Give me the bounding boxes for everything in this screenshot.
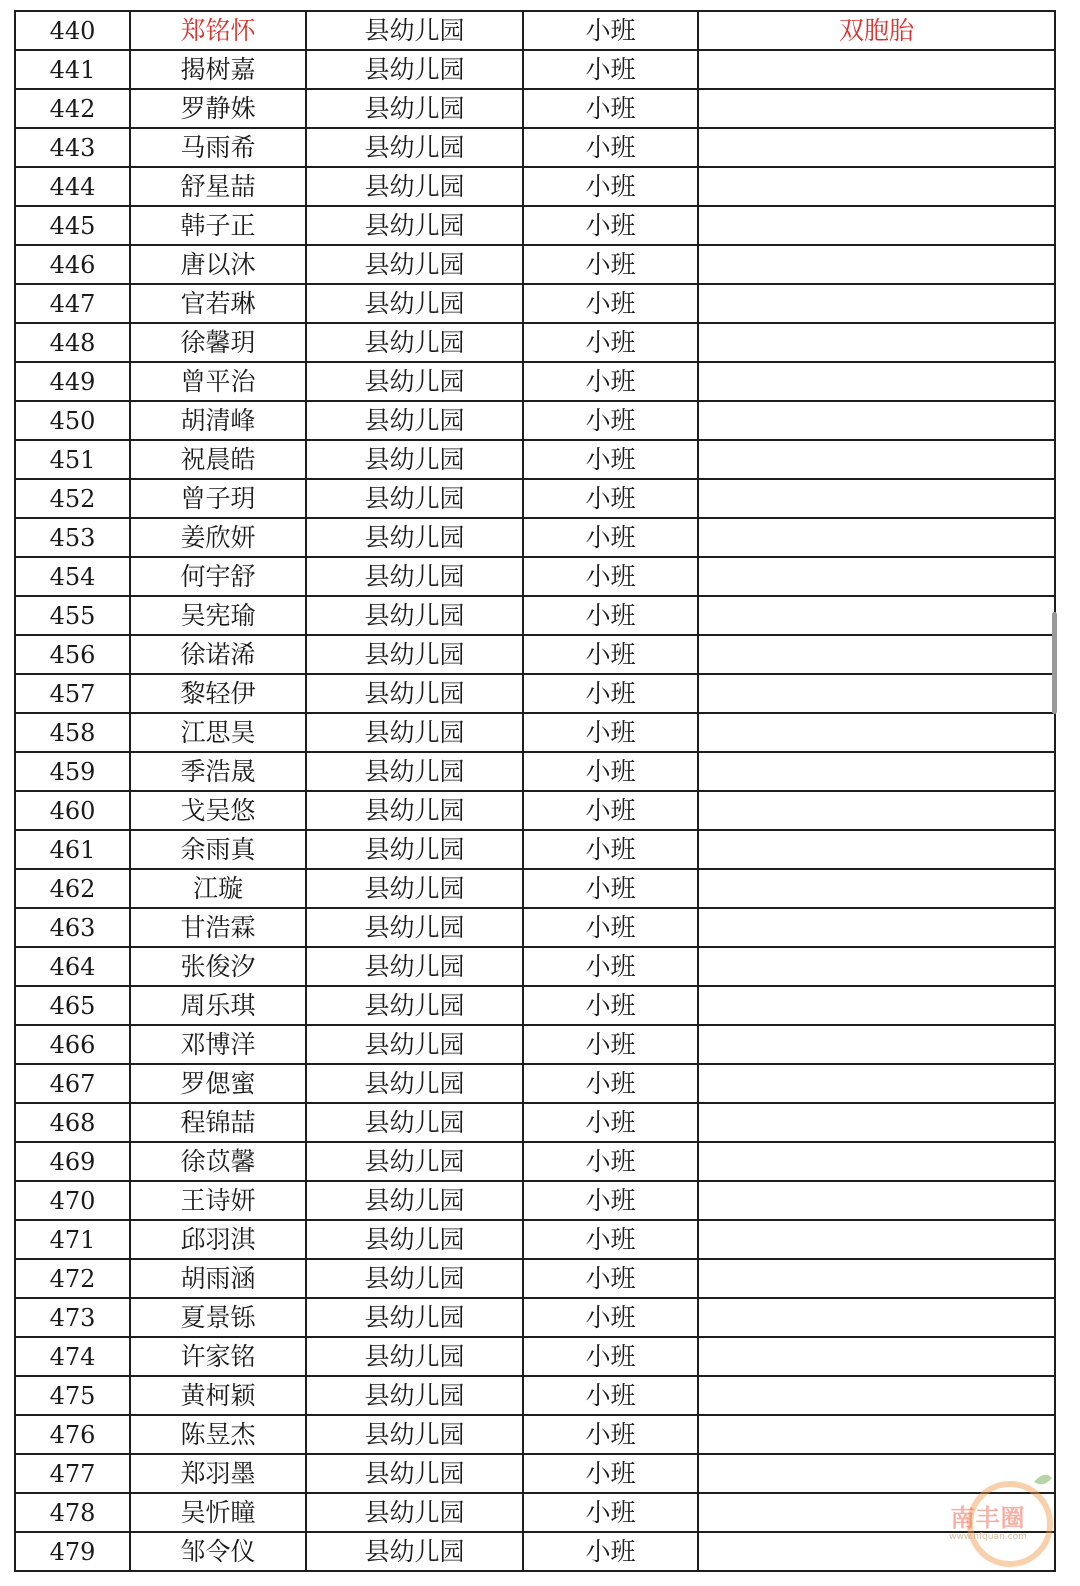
student-name-cell: 韩子正	[130, 206, 306, 245]
row-number-cell: 469	[15, 1142, 130, 1181]
school-name-cell: 县幼儿园	[306, 1415, 523, 1454]
class-name-cell: 小班	[523, 908, 698, 947]
table-body	[15, 11, 1055, 1571]
student-name-cell: 舒星喆	[130, 167, 306, 206]
row-number-cell: 454	[15, 557, 130, 596]
school-name-cell: 县幼儿园	[306, 752, 523, 791]
row-number-cell: 449	[15, 362, 130, 401]
row-number-cell: 464	[15, 947, 130, 986]
table-row	[15, 401, 1055, 440]
class-name-cell: 小班	[523, 1493, 698, 1532]
school-name-cell: 县幼儿园	[306, 245, 523, 284]
row-number-cell: 473	[15, 1298, 130, 1337]
remark-cell	[698, 206, 1055, 245]
remark-cell	[698, 1376, 1055, 1415]
row-number-cell: 452	[15, 479, 130, 518]
table-row	[15, 284, 1055, 323]
class-name-cell: 小班	[523, 518, 698, 557]
remark-cell	[698, 1259, 1055, 1298]
row-number-cell: 465	[15, 986, 130, 1025]
row-number-cell: 474	[15, 1337, 130, 1376]
student-name-cell: 周乐琪	[130, 986, 306, 1025]
class-name-cell: 小班	[523, 674, 698, 713]
student-name-cell: 邓博洋	[130, 1025, 306, 1064]
school-name-cell: 县幼儿园	[306, 401, 523, 440]
remark-cell	[698, 362, 1055, 401]
class-name-cell: 小班	[523, 752, 698, 791]
remark-cell	[698, 1415, 1055, 1454]
student-name-cell: 祝晨皓	[130, 440, 306, 479]
student-name-cell: 王诗妍	[130, 1181, 306, 1220]
table-row	[15, 674, 1055, 713]
table-row	[15, 1337, 1055, 1376]
remark-cell	[698, 752, 1055, 791]
student-name-cell: 黎轻伊	[130, 674, 306, 713]
row-number-cell: 479	[15, 1532, 130, 1571]
school-name-cell: 县幼儿园	[306, 1259, 523, 1298]
table-row	[15, 635, 1055, 674]
class-name-cell: 小班	[523, 206, 698, 245]
student-name-cell: 姜欣妍	[130, 518, 306, 557]
remark-cell	[698, 1103, 1055, 1142]
remark-cell	[698, 596, 1055, 635]
row-number-cell: 456	[15, 635, 130, 674]
table-row	[15, 1025, 1055, 1064]
student-name-cell: 许家铭	[130, 1337, 306, 1376]
table-row	[15, 830, 1055, 869]
school-name-cell: 县幼儿园	[306, 440, 523, 479]
remark-cell	[698, 791, 1055, 830]
remark-cell	[698, 1181, 1055, 1220]
table-row	[15, 518, 1055, 557]
row-number-cell: 477	[15, 1454, 130, 1493]
table-row	[15, 1259, 1055, 1298]
class-name-cell: 小班	[523, 401, 698, 440]
student-name-cell: 黄柯颖	[130, 1376, 306, 1415]
student-name-cell: 夏景铄	[130, 1298, 306, 1337]
table-row	[15, 908, 1055, 947]
class-name-cell: 小班	[523, 1298, 698, 1337]
class-name-cell: 小班	[523, 1337, 698, 1376]
class-name-cell: 小班	[523, 1454, 698, 1493]
school-name-cell: 县幼儿园	[306, 869, 523, 908]
student-name-cell: 江璇	[130, 869, 306, 908]
class-name-cell: 小班	[523, 713, 698, 752]
class-name-cell: 小班	[523, 596, 698, 635]
row-number-cell: 451	[15, 440, 130, 479]
table-row	[15, 1142, 1055, 1181]
remark-cell	[698, 323, 1055, 362]
school-name-cell: 县幼儿园	[306, 128, 523, 167]
student-name-cell: 徐诺浠	[130, 635, 306, 674]
class-name-cell: 小班	[523, 869, 698, 908]
scrollbar-thumb[interactable]	[1052, 612, 1057, 714]
remark-cell	[698, 1142, 1055, 1181]
school-name-cell: 县幼儿园	[306, 1064, 523, 1103]
school-name-cell: 县幼儿园	[306, 830, 523, 869]
remark-cell	[698, 947, 1055, 986]
class-name-cell: 小班	[523, 1259, 698, 1298]
school-name-cell: 县幼儿园	[306, 713, 523, 752]
class-name-cell: 小班	[523, 1064, 698, 1103]
school-name-cell: 县幼儿园	[306, 1142, 523, 1181]
remark-cell: 双胞胎	[698, 11, 1055, 50]
row-number-cell: 471	[15, 1220, 130, 1259]
remark-cell	[698, 479, 1055, 518]
remark-cell	[698, 713, 1055, 752]
class-name-cell: 小班	[523, 440, 698, 479]
table-row	[15, 1415, 1055, 1454]
class-name-cell: 小班	[523, 11, 698, 50]
row-number-cell: 476	[15, 1415, 130, 1454]
student-name-cell: 郑铭怀	[130, 11, 306, 50]
school-name-cell: 县幼儿园	[306, 11, 523, 50]
row-number-cell: 470	[15, 1181, 130, 1220]
watermark-text: 南丰圈	[950, 1504, 1026, 1532]
class-name-cell: 小班	[523, 167, 698, 206]
class-name-cell: 小班	[523, 284, 698, 323]
row-number-cell: 462	[15, 869, 130, 908]
class-name-cell: 小班	[523, 362, 698, 401]
student-name-cell: 戈吴悠	[130, 791, 306, 830]
row-number-cell: 445	[15, 206, 130, 245]
remark-cell	[698, 869, 1055, 908]
table-row	[15, 245, 1055, 284]
table-row	[15, 947, 1055, 986]
remark-cell	[698, 1064, 1055, 1103]
student-name-cell: 邱羽淇	[130, 1220, 306, 1259]
class-name-cell: 小班	[523, 128, 698, 167]
row-number-cell: 446	[15, 245, 130, 284]
row-number-cell: 441	[15, 50, 130, 89]
class-name-cell: 小班	[523, 1376, 698, 1415]
student-name-cell: 胡雨涵	[130, 1259, 306, 1298]
school-name-cell: 县幼儿园	[306, 167, 523, 206]
row-number-cell: 459	[15, 752, 130, 791]
remark-cell	[698, 674, 1055, 713]
class-name-cell: 小班	[523, 1181, 698, 1220]
class-name-cell: 小班	[523, 830, 698, 869]
student-name-cell: 何宇舒	[130, 557, 306, 596]
student-name-cell: 吴宪瑜	[130, 596, 306, 635]
row-number-cell: 442	[15, 89, 130, 128]
school-name-cell: 县幼儿园	[306, 1532, 523, 1571]
remark-cell	[698, 986, 1055, 1025]
row-number-cell: 443	[15, 128, 130, 167]
school-name-cell: 县幼儿园	[306, 518, 523, 557]
table-row	[15, 1298, 1055, 1337]
class-name-cell: 小班	[523, 50, 698, 89]
class-name-cell: 小班	[523, 986, 698, 1025]
student-name-cell: 郑羽墨	[130, 1454, 306, 1493]
student-name-cell: 程锦喆	[130, 1103, 306, 1142]
student-list-sheet	[14, 10, 1054, 1572]
row-number-cell: 466	[15, 1025, 130, 1064]
table-row	[15, 713, 1055, 752]
table-row	[15, 50, 1055, 89]
student-name-cell: 徐馨玥	[130, 323, 306, 362]
school-name-cell: 县幼儿园	[306, 1337, 523, 1376]
student-name-cell: 马雨希	[130, 128, 306, 167]
school-name-cell: 县幼儿园	[306, 1103, 523, 1142]
student-name-cell: 徐苡馨	[130, 1142, 306, 1181]
row-number-cell: 453	[15, 518, 130, 557]
table-row	[15, 1532, 1055, 1571]
table-row	[15, 791, 1055, 830]
class-name-cell: 小班	[523, 479, 698, 518]
school-name-cell: 县幼儿园	[306, 206, 523, 245]
class-name-cell: 小班	[523, 1220, 698, 1259]
school-name-cell: 县幼儿园	[306, 557, 523, 596]
row-number-cell: 440	[15, 11, 130, 50]
row-number-cell: 447	[15, 284, 130, 323]
remark-cell	[698, 89, 1055, 128]
school-name-cell: 县幼儿园	[306, 323, 523, 362]
class-name-cell: 小班	[523, 323, 698, 362]
student-name-cell: 曾子玥	[130, 479, 306, 518]
class-name-cell: 小班	[523, 245, 698, 284]
class-name-cell: 小班	[523, 1103, 698, 1142]
row-number-cell: 457	[15, 674, 130, 713]
student-name-cell: 江思昊	[130, 713, 306, 752]
student-table	[14, 10, 1056, 1572]
table-row	[15, 557, 1055, 596]
remark-cell	[698, 1298, 1055, 1337]
school-name-cell: 县幼儿园	[306, 1298, 523, 1337]
student-name-cell: 官若琳	[130, 284, 306, 323]
class-name-cell: 小班	[523, 635, 698, 674]
school-name-cell: 县幼儿园	[306, 1025, 523, 1064]
table-row	[15, 1493, 1055, 1532]
row-number-cell: 478	[15, 1493, 130, 1532]
class-name-cell: 小班	[523, 89, 698, 128]
remark-cell	[698, 50, 1055, 89]
student-name-cell: 胡清峰	[130, 401, 306, 440]
remark-cell	[698, 557, 1055, 596]
student-name-cell: 季浩晟	[130, 752, 306, 791]
table-row	[15, 323, 1055, 362]
table-row	[15, 1220, 1055, 1259]
student-name-cell: 张俊汐	[130, 947, 306, 986]
remark-cell	[698, 128, 1055, 167]
school-name-cell: 县幼儿园	[306, 50, 523, 89]
remark-cell	[698, 401, 1055, 440]
student-name-cell: 余雨真	[130, 830, 306, 869]
remark-cell	[698, 284, 1055, 323]
student-name-cell: 邹令仪	[130, 1532, 306, 1571]
class-name-cell: 小班	[523, 1532, 698, 1571]
remark-cell	[698, 1220, 1055, 1259]
class-name-cell: 小班	[523, 557, 698, 596]
school-name-cell: 县幼儿园	[306, 596, 523, 635]
table-row	[15, 986, 1055, 1025]
class-name-cell: 小班	[523, 791, 698, 830]
school-name-cell: 县幼儿园	[306, 986, 523, 1025]
remark-cell	[698, 830, 1055, 869]
school-name-cell: 县幼儿园	[306, 635, 523, 674]
table-row	[15, 479, 1055, 518]
watermark	[938, 1468, 1068, 1568]
school-name-cell: 县幼儿园	[306, 908, 523, 947]
table-row	[15, 11, 1055, 50]
table-row	[15, 362, 1055, 401]
table-row	[15, 1454, 1055, 1493]
school-name-cell: 县幼儿园	[306, 947, 523, 986]
table-row	[15, 1103, 1055, 1142]
remark-cell	[698, 245, 1055, 284]
remark-cell	[698, 908, 1055, 947]
remark-cell	[698, 518, 1055, 557]
row-number-cell: 467	[15, 1064, 130, 1103]
school-name-cell: 县幼儿园	[306, 1220, 523, 1259]
class-name-cell: 小班	[523, 1142, 698, 1181]
school-name-cell: 县幼儿园	[306, 1493, 523, 1532]
school-name-cell: 县幼儿园	[306, 1454, 523, 1493]
row-number-cell: 475	[15, 1376, 130, 1415]
class-name-cell: 小班	[523, 1415, 698, 1454]
watermark-url: www.nfquan.com	[949, 1532, 1027, 1542]
table-row	[15, 167, 1055, 206]
school-name-cell: 县幼儿园	[306, 479, 523, 518]
table-row	[15, 752, 1055, 791]
school-name-cell: 县幼儿园	[306, 791, 523, 830]
remark-cell	[698, 635, 1055, 674]
table-row	[15, 89, 1055, 128]
table-row	[15, 128, 1055, 167]
class-name-cell: 小班	[523, 947, 698, 986]
class-name-cell: 小班	[523, 1025, 698, 1064]
school-name-cell: 县幼儿园	[306, 284, 523, 323]
table-row	[15, 1181, 1055, 1220]
remark-cell	[698, 1337, 1055, 1376]
remark-cell	[698, 440, 1055, 479]
row-number-cell: 461	[15, 830, 130, 869]
table-row	[15, 596, 1055, 635]
student-name-cell: 揭树嘉	[130, 50, 306, 89]
row-number-cell: 450	[15, 401, 130, 440]
row-number-cell: 444	[15, 167, 130, 206]
school-name-cell: 县幼儿园	[306, 1181, 523, 1220]
row-number-cell: 468	[15, 1103, 130, 1142]
student-name-cell: 陈昱杰	[130, 1415, 306, 1454]
student-name-cell: 吴忻瞳	[130, 1493, 306, 1532]
student-name-cell: 唐以沐	[130, 245, 306, 284]
remark-cell	[698, 1025, 1055, 1064]
table-row	[15, 206, 1055, 245]
school-name-cell: 县幼儿园	[306, 89, 523, 128]
school-name-cell: 县幼儿园	[306, 1376, 523, 1415]
row-number-cell: 458	[15, 713, 130, 752]
row-number-cell: 472	[15, 1259, 130, 1298]
row-number-cell: 448	[15, 323, 130, 362]
student-name-cell: 罗静姝	[130, 89, 306, 128]
student-name-cell: 罗偲蜜	[130, 1064, 306, 1103]
row-number-cell: 460	[15, 791, 130, 830]
student-name-cell: 甘浩霖	[130, 908, 306, 947]
row-number-cell: 455	[15, 596, 130, 635]
table-row	[15, 440, 1055, 479]
table-row	[15, 1376, 1055, 1415]
school-name-cell: 县幼儿园	[306, 362, 523, 401]
row-number-cell: 463	[15, 908, 130, 947]
remark-cell	[698, 167, 1055, 206]
student-name-cell: 曾平治	[130, 362, 306, 401]
school-name-cell: 县幼儿园	[306, 674, 523, 713]
table-row	[15, 869, 1055, 908]
table-row	[15, 1064, 1055, 1103]
